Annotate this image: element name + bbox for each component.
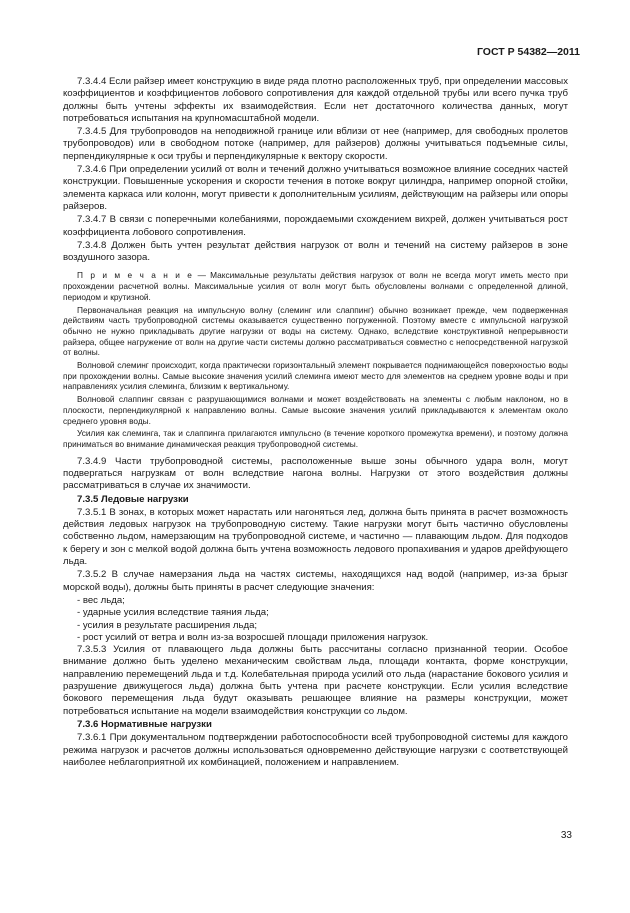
- note-block: [63, 270, 568, 449]
- paragraph-7-3-4-4: 7.3.4.4 Если райзер имеет конструкцию в виде ряда плотно расположенных труб, при определении массовых коэффициентов и коэффициентов лобового сопротивления для каждой отдельной трубы или всего пучка труб должны быть учтены эффекты их взаимодействия. Если нет достаточного количества данных, могут потребоваться испытания на крупномасштабной модели.: [63, 76, 568, 124]
- paragraph-7-3-4-9: 7.3.4.9 Части трубопроводной системы, расположенные выше зоны обычного удара волн, могут подвергаться нагрузкам от волн вследствие нагона волны. Нагрузки от этого воздействия должны рассматриваться в случае их значимости.: [63, 455, 568, 492]
- page-number: 33: [560, 830, 572, 841]
- note-first-text: — Максимальные результаты действия нагрузок от волн не всегда могут иметь место при прохождении расчетной волны. Максимальные усилия от волн могут быть обусловлены волнами с определенной длиной, периодом и крутизной.: [63, 270, 569, 302]
- paragraph-7-3-4-5: 7.3.4.5 Для трубопроводов на неподвижной границе или вблизи от нее (например, для свободных пролетов трубопроводов) или в свободном потоке (например, для райзеров) должны учитываться подъемные силы, перпендикулярные к оси трубы и перпендикулярные к вектору скорости.: [63, 126, 568, 162]
- list-item: - вес льда;: [77, 594, 125, 606]
- paragraph-7-3-4-7: 7.3.4.7 В связи с поперечными колебаниями, порождаемыми схождением вихрей, должен учитываться рост коэффициента лобового сопротивления.: [63, 214, 568, 238]
- section-heading-ice-loads: 7.3.5 Ледовые нагрузки: [77, 493, 189, 505]
- list-item: - усилия в результате расширения льда;: [77, 619, 258, 631]
- paragraph-7-3-5-3: 7.3.5.3 Усилия от плавающего льда должны быть рассчитаны согласно признанной теории. Особое внимание должно быть уделено механическим свойствам льда, площади контакта, форме конструкции, направлению перемещений льда и т.д. Колебательная природа усилий ото льда (нарастание бокового усилия и разрушение движущегося льда) должна быть учтена при расчете конструкции. Если усилия вследствие бокового перемещения льда будут оказывать решающее влияние на размеры конструкции, может потребоваться испытание на модели взаимодействия конструкции со льдом.: [63, 644, 568, 717]
- standard-header: ГОСТ Р 54382—2011: [476, 46, 580, 58]
- note-dynamic-response: Усилия как слеминга, так и слаппинга прилагаются импульсно (в течение короткого промежутка времени), и поэтому должна приниматься во внимание динамическая реакция трубопроводной системы.: [63, 428, 568, 449]
- paragraph-7-3-6-1: 7.3.6.1 При документальном подтверждении работоспособности всей трубопроводной системы для каждого режима нагрузок и расчетов должны использоваться одновременно действующие нагрузки с соответствующей наиболее неблагоприятной их комбинацией, положением и направлением.: [63, 732, 568, 768]
- paragraph-7-3-5-2: 7.3.5.2 В случае намерзания льда на частях системы, находящихся над водой (например, из-за брызг морской воды), должны быть приняты в расчет следующие значения:: [63, 569, 568, 593]
- note-first: [63, 270, 568, 302]
- list-item: - ударные усилия вследствие таяния льда;: [77, 607, 269, 619]
- paragraph-7-3-4-8: 7.3.4.8 Должен быть учтен результат действия нагрузок от волн и течений на систему райзеров в зоне воздушного зазора.: [63, 239, 568, 264]
- note-wave-slapping: Волновой слаппинг связан с разрушающимися волнами и может воздействовать на элементы с любым наклоном, но в плоскости, перпендикулярной к направлению волны. Самые высокие значения усилий прикладываются к элементам около среднего уровня воды.: [63, 394, 568, 426]
- paragraph-7-3-5-1: 7.3.5.1 В зонах, в которых может нарастать или нагоняться лед, должна быть принята в расчет возможность действия ледовых нагрузок на трубопроводную систему. Такие нагрузки могут быть частично обусловлены собственно льдом, намерзающим на трубопроводной системе, и частично — плавающим льдом. Для подходов к берегу и зон с мелкой водой должна быть учтена возможность ледового пропахивания и ударов дрейфующего льда.: [63, 506, 568, 568]
- note-wave-slamming: Волновой слеминг происходит, когда практически горизонтальный элемент покрывается поднимающейся поверхностью воды при прохождении волны. Самые высокие значения усилий слеминга имеют место для элементов на среднем уровне воды и при направлениях усилия слеминга, близким к вертикальному.: [63, 360, 568, 392]
- note-impulse-wave: Первоначальная реакция на импульсную волну (слеминг или слаппинг) обычно возникает прежде, чем подверженная действиям часть трубопроводной системы оказывается существенно погруженной. Поэтому вместе с импульсной нагрузкой обычно не нужно прикладывать другие нагрузки от воды на систему. Однако, вследствие конструктивной непрерывности райзера, общее нагружение от волн на другие части системы должно рассматриваться совместно с непосредственной нагрузкой от волны.: [63, 304, 568, 358]
- list-item: - рост усилий от ветра и волн из-за возросшей площади приложения нагрузок.: [77, 631, 429, 643]
- note-label: П р и м е ч а н и е: [77, 270, 194, 281]
- section-heading-normative-loads: 7.3.6 Нормативные нагрузки: [77, 718, 212, 730]
- document-body: [63, 76, 568, 770]
- paragraph-7-3-4-6: 7.3.4.6 При определении усилий от волн и течений должно учитываться возможное влияние соседних частей конструкции. Повышенные ускорения и скорости течения в потоке вокруг цилиндра, например опорной стойки, элемента каркаса или колонн, могут привести к дополнительным усилиям, действующим на райзеры или опоры райзеров.: [63, 164, 568, 212]
